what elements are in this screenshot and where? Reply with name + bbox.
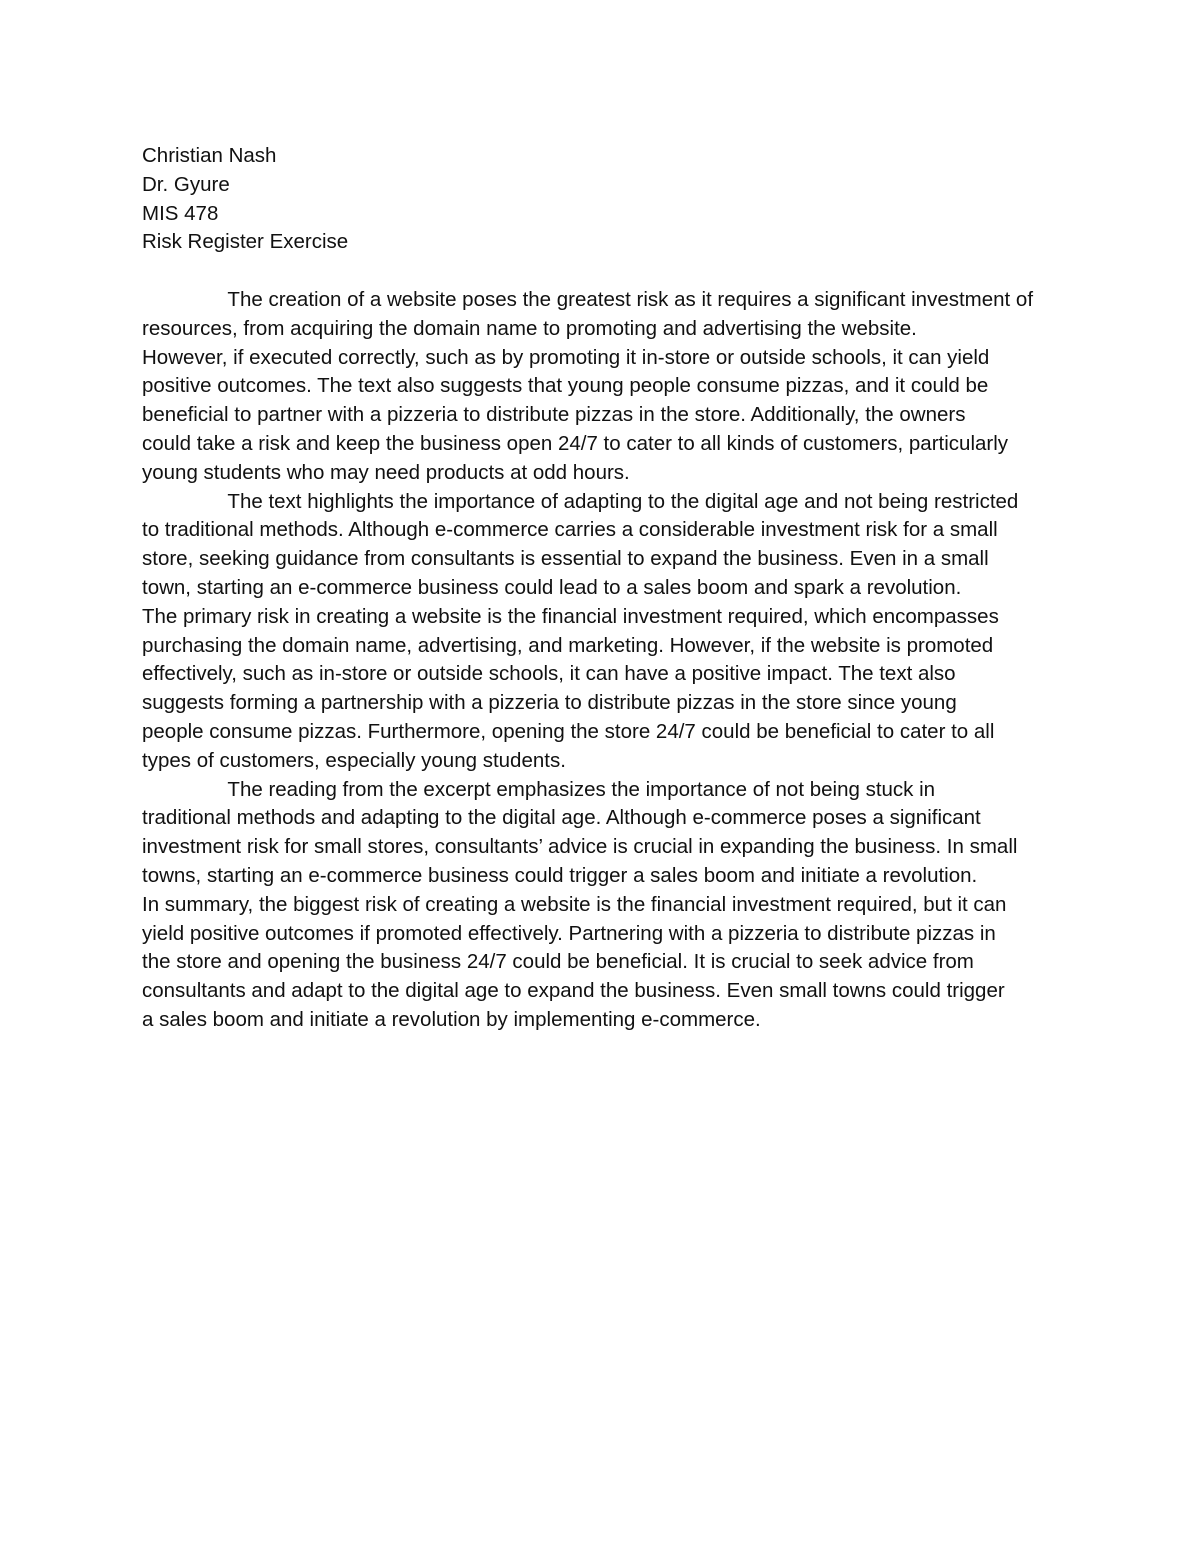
header-spacer xyxy=(142,257,1062,286)
body-paragraph-1: The creation of a website poses the greatest risk as it requires a significant investment of resources, from acquiring the domain name to promoting and advertising the website. However, if executed correctly, such as by promoting it in-store or outside schools, it can yield positive outcomes. The text also suggests that young people consume pizzas, and it could be beneficial to partner with a pizzeria to distribute pizzas in the store. Additionally, the owners could take a risk and keep the business open 24/7 to cater to all kinds of customers, particularly young students who may need products at odd hours. xyxy=(142,287,1034,484)
instructor-name: Dr. Gyure xyxy=(142,172,230,196)
document-content xyxy=(142,142,1062,1035)
body-paragraph-3: The reading from the excerpt emphasizes the importance of not being stuck in traditional methods and adapting to the digital age. Although e-commerce poses a significant investment risk for small stores, consultants’ advice is crucial in expanding the business. In small towns, starting an e-commerce business could trigger a sales boom and initiate a revolution. In summary, the biggest risk of creating a website is the financial investment required, but it can yield positive outcomes if promoted effectively. Partnering with a pizzeria to distribute pizzas in the store and opening the business 24/7 could be beneficial. It is crucial to seek advice from consultants and adapt to the digital age to expand the business. Even small towns could trigger a sales boom and initiate a revolution by implementing e-commerce. xyxy=(142,777,1018,1031)
course-code: MIS 478 xyxy=(142,201,219,225)
body-paragraph-2: The text highlights the importance of adapting to the digital age and not being restricted to traditional methods. Although e-commerce carries a considerable investment risk for a small store, seeking guidance from consultants is essential to expand the business. Even in a small town, starting an e-commerce business could lead to a sales boom and spark a revolution. The primary risk in creating a website is the financial investment required, which encompasses purchasing the domain name, advertising, and marketing. However, if the website is promoted effectively, such as in-store or outside schools, it can have a positive impact. The text also suggests forming a partnership with a pizzeria to distribute pizzas in the store since young people consume pizzas. Furthermore, opening the store 24/7 could be beneficial to cater to all types of customers, especially young students. xyxy=(142,489,1019,772)
assignment-title: Risk Register Exercise xyxy=(142,230,349,254)
author-name: Christian Nash xyxy=(142,144,277,167)
